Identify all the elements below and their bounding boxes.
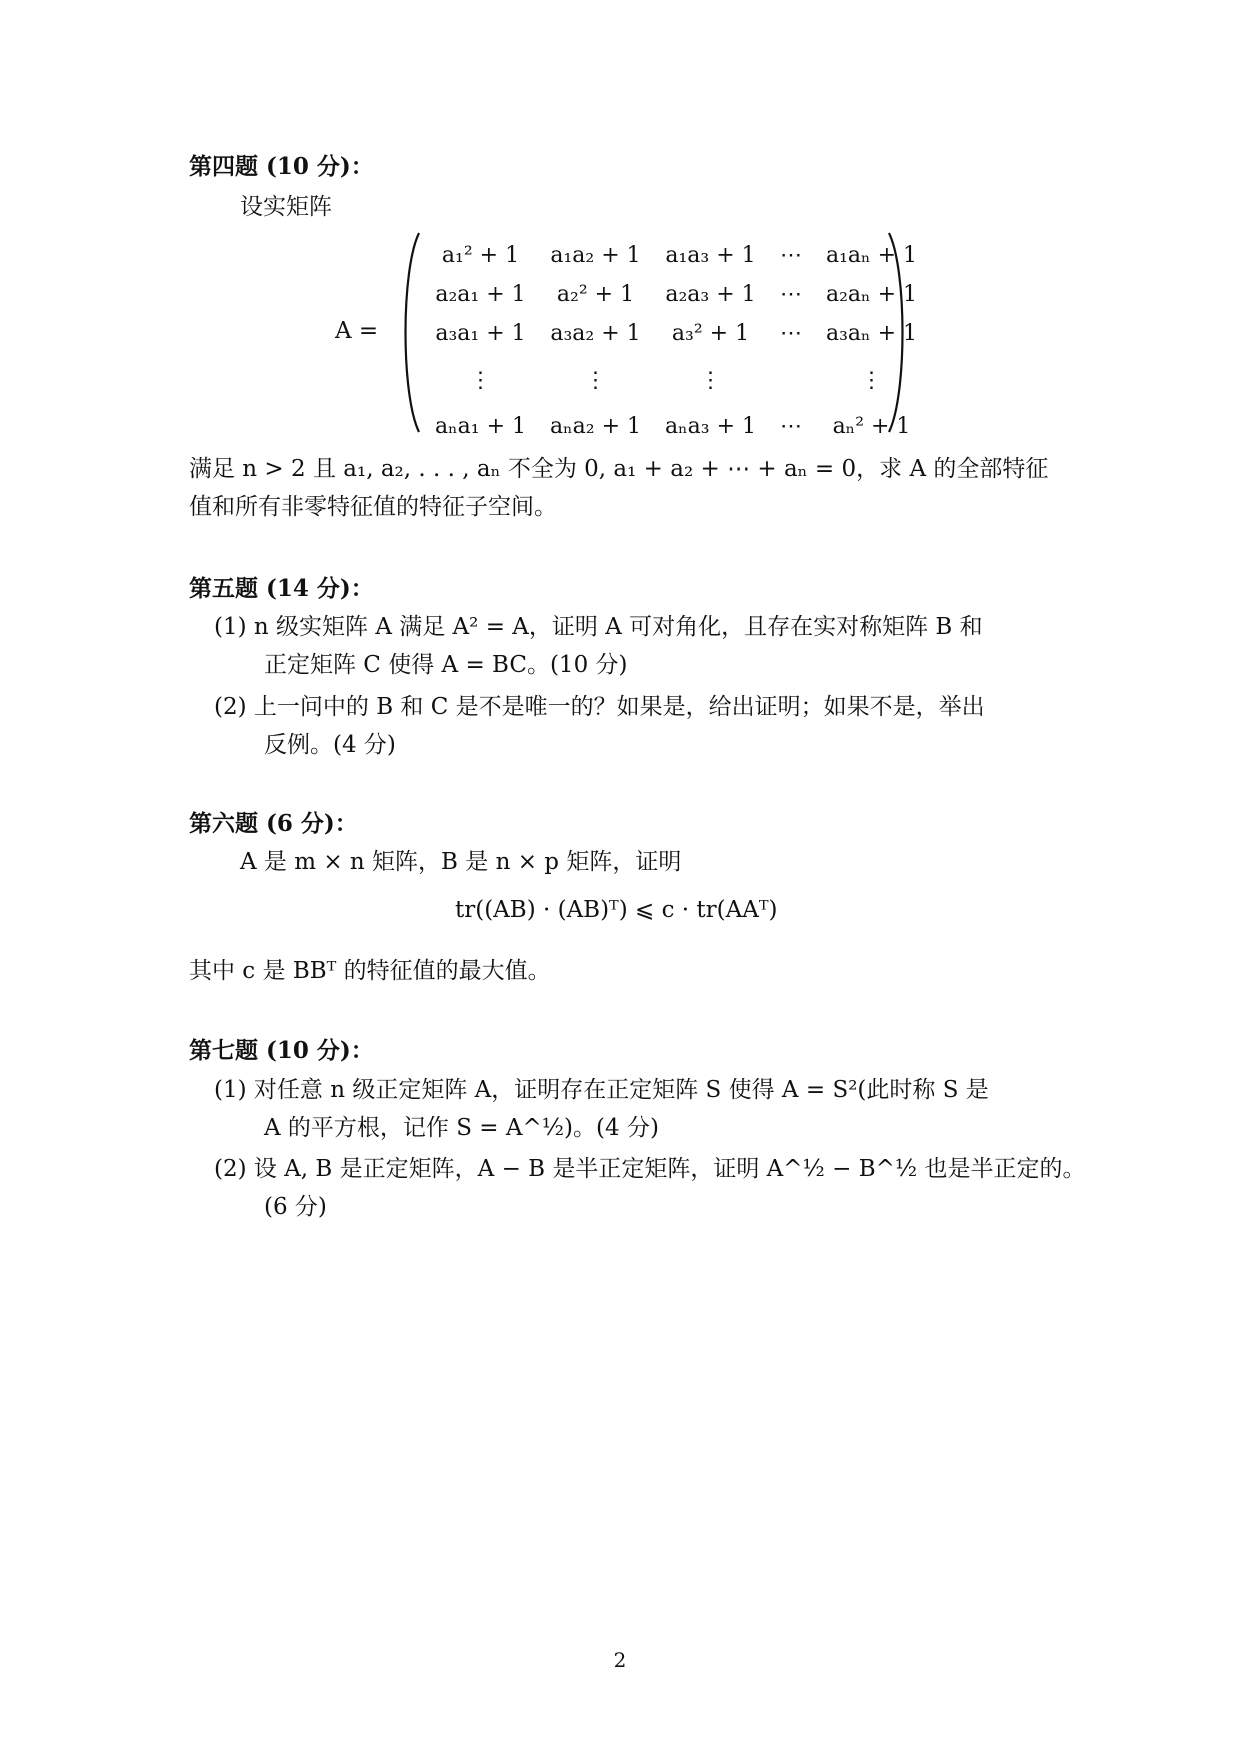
- cell-5-3: aₙa₃ + 1: [665, 414, 756, 439]
- right-paren: [883, 230, 913, 435]
- cell-1-2: a₁a₂ + 1: [550, 243, 641, 268]
- cell-1-4: ⋯: [780, 243, 802, 268]
- q5-part2-line2: 反例。(4 分): [264, 732, 396, 758]
- cell-5-1: aₙa₁ + 1: [435, 414, 526, 439]
- cell-5-5: aₙ² + 1: [832, 414, 911, 439]
- cell-2-3: a₂a₃ + 1: [665, 282, 756, 307]
- q4-title: 第四题 (10 分)：: [189, 153, 374, 180]
- cell-2-2: a₂² + 1: [556, 282, 635, 307]
- cell-1-5: a₁aₙ + 1: [826, 243, 917, 268]
- q7-part1-line2: A 的平方根，记作 S = A^½)。(4 分): [264, 1115, 659, 1141]
- q5-part2-line1: (2) 上一问中的 B 和 C 是不是唯一的？如果是，给出证明；如果不是，举出: [214, 694, 985, 720]
- cell-2-5: a₂aₙ + 1: [826, 282, 917, 307]
- cell-3-3: a₃² + 1: [671, 321, 750, 346]
- cell-3-1: a₃a₁ + 1: [435, 321, 526, 346]
- matrix-a: [335, 230, 917, 439]
- q4-condition-line2: 值和所有非零特征值的特征子空间。: [189, 494, 557, 520]
- q7-part2-line1: (2) 设 A, B 是正定矩阵，A − B 是半正定矩阵，证明 A^½ − B^½ 也是半正定的。: [214, 1156, 1086, 1182]
- matrix-lhs: A =: [335, 318, 379, 344]
- q6-title: 第六题 (6 分)：: [189, 810, 358, 837]
- cell-1-1: a₁² + 1: [441, 243, 520, 268]
- q5-part1-line1: (1) n 级实矩阵 A 满足 A² = A，证明 A 可对角化，且存在实对称矩阵 B 和: [214, 614, 983, 640]
- q5-title: 第五题 (14 分)：: [189, 575, 374, 602]
- cell-2-4: ⋯: [780, 282, 802, 307]
- left-paren: [395, 230, 425, 435]
- q7-part2-line2: (6 分): [264, 1194, 327, 1220]
- q4-condition-line1: 满足 n > 2 且 a₁, a₂, . . . , aₙ 不全为 0, a₁ + a₂ + ⋯ + aₙ = 0，求 A 的全部特征: [189, 456, 1049, 482]
- matrix-cells: [423, 236, 929, 446]
- cell-2-1: a₂a₁ + 1: [435, 282, 526, 307]
- cell-4-4: [768, 353, 814, 407]
- cell-4-1: ⋮: [469, 367, 492, 393]
- q6-note: 其中 c 是 BBᵀ 的特征值的最大值。: [189, 958, 551, 984]
- q7-title: 第七题 (10 分)：: [189, 1037, 374, 1064]
- cell-3-2: a₃a₂ + 1: [550, 321, 641, 346]
- cell-1-3: a₁a₃ + 1: [665, 243, 756, 268]
- cell-3-5: a₃aₙ + 1: [826, 321, 917, 346]
- cell-5-2: aₙa₂ + 1: [550, 414, 641, 439]
- cell-4-3: ⋮: [699, 367, 722, 393]
- page-number: 2: [613, 1648, 627, 1672]
- q6-formula: tr((AB) · (AB)ᵀ) ⩽ c · tr(AAᵀ): [455, 897, 778, 923]
- q5-part1-line2: 正定矩阵 C 使得 A = BC。(10 分): [264, 652, 628, 678]
- q6-statement: A 是 m × n 矩阵，B 是 n × p 矩阵，证明: [240, 849, 682, 875]
- cell-3-4: ⋯: [780, 321, 802, 346]
- q4-intro: 设实矩阵: [240, 194, 332, 220]
- cell-4-5: ⋮: [860, 367, 883, 393]
- cell-4-2: ⋮: [584, 367, 607, 393]
- cell-5-4: ⋯: [780, 414, 802, 439]
- q7-part1-line1: (1) 对任意 n 级正定矩阵 A，证明存在正定矩阵 S 使得 A = S²(此时称 S 是: [214, 1077, 989, 1103]
